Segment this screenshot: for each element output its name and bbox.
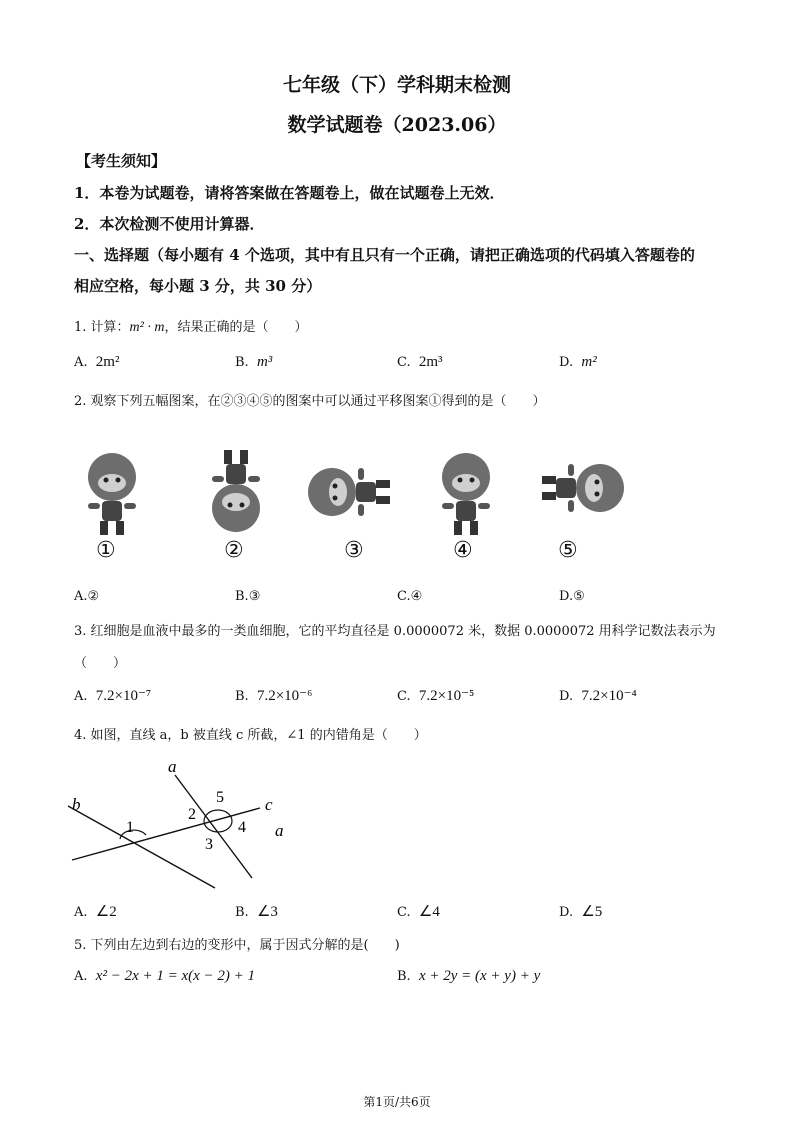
q3-option-b: B. 7.2×10⁻⁶ [235, 688, 313, 704]
angle-label-4: 4 [238, 819, 246, 836]
figure-label-1: ① [96, 538, 116, 563]
q4-option-d: D. ∠5 [559, 904, 603, 920]
question-2-figures [60, 440, 660, 550]
question-2-stem: 2. 观察下列五幅图案，在②③④⑤的图案中可以通过平移图案①得到的是（ ） [74, 394, 546, 409]
q3-option-a: A. 7.2×10⁻⁷ [74, 688, 152, 704]
q2-option-b: B.③ [235, 589, 261, 604]
q5-option-b: B. x + 2y = (x + y) + y [397, 968, 541, 984]
q3-option-c: C. 7.2×10⁻⁵ [397, 688, 475, 704]
section-heading-line1: 一、选择题（每小题有 4 个选项，其中有且只有一个正确，请把正确选项的代码填入答题卷的 [74, 246, 695, 264]
line-c [72, 808, 260, 860]
q1-option-b: B. m³ [235, 354, 273, 370]
figure-label-5: ⑤ [558, 538, 578, 563]
label-a-top: a [168, 757, 177, 776]
q1-option-d: D. m² [559, 354, 597, 370]
notice-item-1: 1．本卷为试题卷，请将答案做在答题卷上，做在试题卷上无效． [74, 184, 505, 202]
robot-figure-3 [308, 468, 390, 516]
page-subtitle: 数学试题卷（2023.06） [287, 114, 507, 136]
label-a-right: a [275, 821, 284, 840]
q1-option-a: A. 2m² [74, 354, 120, 370]
figure-label-4: ④ [453, 538, 473, 563]
angle-label-5: 5 [216, 789, 224, 806]
section-heading-line2: 相应空格，每小题 3 分，共 30 分） [74, 277, 322, 295]
notice-heading: 【考生须知】 [76, 152, 167, 170]
q1-option-c: C. 2m³ [397, 354, 443, 370]
q4-option-b: B. ∠3 [235, 904, 278, 920]
q4-option-a: A. ∠2 [74, 904, 117, 920]
q3-option-d: D. 7.2×10⁻⁴ [559, 688, 637, 704]
question-1-stem [74, 316, 307, 336]
question-5-stem: 5. 下列由左边到右边的变形中，属于因式分解的是( ) [74, 938, 400, 953]
q2-option-c: C.④ [397, 589, 423, 604]
question-4-figure [60, 750, 320, 895]
question-3-stem-line2: （ ） [74, 656, 127, 671]
angle-label-1: 1 [126, 819, 134, 836]
question-4-stem: 4. 如图，直线 a，b 被直线 c 所截，∠1 的内错角是（ ） [74, 728, 427, 743]
label-c: c [265, 795, 273, 814]
q5-option-a: A. x² − 2x + 1 = x(x − 2) + 1 [74, 968, 256, 984]
page-title: 七年级（下）学科期末检测 [282, 74, 511, 96]
q2-option-a: A.② [74, 589, 100, 604]
question-1-suffix: ，结果正确的是（ ） [164, 320, 308, 335]
robot-figure-4 [442, 453, 490, 535]
q4-option-c: C. ∠4 [397, 904, 440, 920]
label-b: b [72, 795, 81, 814]
angle-label-3: 3 [205, 836, 213, 853]
notice-item-2: 2．本次检测不使用计算器． [74, 215, 265, 233]
figure-label-2: ② [224, 538, 244, 563]
question-1-prefix: 1. 计算： [74, 320, 130, 335]
figure-label-3: ③ [344, 538, 364, 563]
question-1-expr: m² · m [129, 320, 165, 335]
page-number: 第1页/共6页 [363, 1095, 431, 1109]
angle-marker-circle [204, 810, 232, 832]
robot-figure-1 [88, 453, 136, 535]
question-3-stem-line1: 3. 红细胞是血液中最多的一类血细胞，它的平均直径是 0.0000072 米，数据 0.0000072 用科学记数法表示为 [74, 624, 716, 639]
robot-figure-5 [542, 464, 624, 512]
angle-label-2: 2 [188, 806, 196, 823]
q2-option-d: D.⑤ [559, 589, 585, 604]
robot-figure-2 [212, 450, 260, 532]
